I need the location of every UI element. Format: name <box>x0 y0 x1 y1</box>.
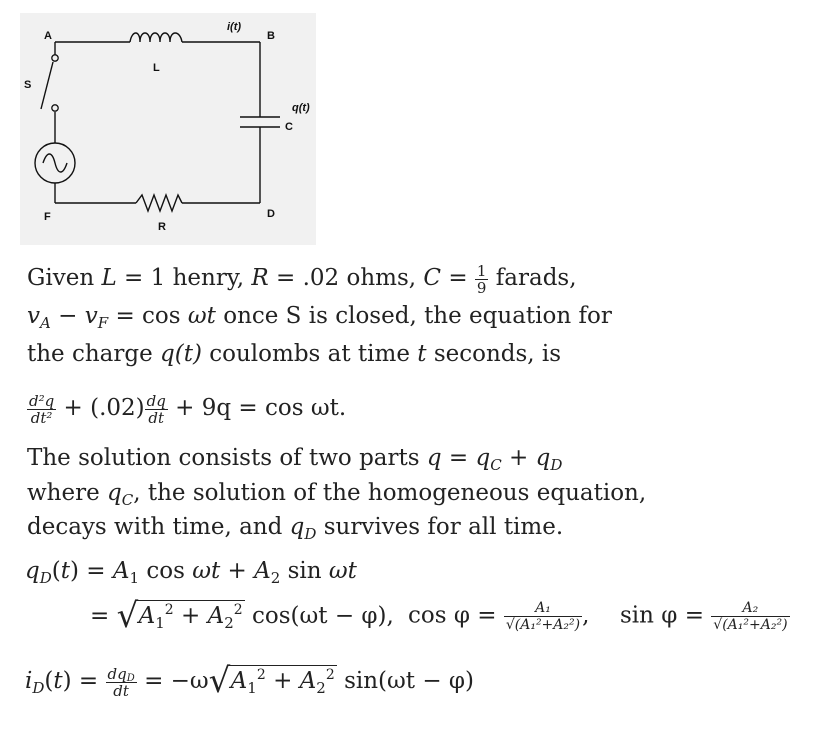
text-line-6 <box>27 475 646 511</box>
fraction-sin-phi <box>711 600 789 633</box>
text-line-7 <box>27 509 563 545</box>
math-q-t: q(t) <box>160 341 202 367</box>
math-qD-inline: $q_D$ <box>289 514 317 543</box>
cos-phi-definition: cos φ = $\frac{\text{A₁}}{\text{√(A₁²+A₂²)}}$ , <box>408 600 590 633</box>
switch-terminal-lower <box>52 105 58 111</box>
frac-A2: A₂ <box>711 600 789 617</box>
sin-phi-label: sin φ = <box>620 602 704 629</box>
fraction-d2q-dt2 <box>27 393 56 426</box>
ode-equation <box>27 390 346 426</box>
text-survives: survives for all time. <box>316 514 564 540</box>
label-R: R <box>158 221 166 233</box>
text-seconds: seconds, is <box>426 341 562 367</box>
label-C: C <box>285 121 293 133</box>
frac-dqD: $dq_D$ <box>107 664 135 684</box>
frac-dt-2: dt <box>113 681 129 700</box>
math-q-split: q <box>426 445 442 471</box>
frac-dt: dt <box>148 408 165 427</box>
circuit-diagram <box>20 13 316 245</box>
fraction-cos-phi <box>504 600 582 633</box>
label-L: L <box>153 62 160 74</box>
text-solution-parts: The solution consists of two parts <box>27 445 427 471</box>
frac-sqrt-den-2: √(A₁²+A₂²) <box>713 617 788 633</box>
math-t: t <box>417 341 427 367</box>
math-qC: $q_C$ <box>475 445 502 474</box>
text-coulombs: coulombs at time <box>201 341 418 367</box>
math-cos-wt: = cos ωt <box>108 303 216 329</box>
math-plus: + <box>501 445 536 471</box>
text-line-3 <box>27 336 561 372</box>
text-given: Given <box>27 265 102 291</box>
text-ohms: = .02 ohms, <box>268 265 424 291</box>
label-current: i(t) <box>227 21 242 33</box>
ode-damping: + (.02) <box>56 395 145 421</box>
label-B: B <box>267 30 275 42</box>
text-decays: decays with time, and <box>27 514 290 540</box>
fraction-dqD-dt <box>106 666 137 699</box>
math-R: R <box>251 265 269 291</box>
switch-terminal-upper <box>52 55 58 61</box>
text-line-5 <box>27 440 562 476</box>
iD-equation: $i_D(t)$ = $\frac{dq_D}{dt}$ = −ω √ $A_1^2 + A_2^2$ sin(ωt − φ) <box>25 661 474 701</box>
sine-icon <box>43 154 67 172</box>
text-once-closed: once S is closed, the equation for <box>215 303 612 329</box>
text-line-1 <box>27 260 577 296</box>
inductor-symbol <box>130 33 182 42</box>
ode-rhs: + 9q = cos ωt. <box>167 395 347 421</box>
sqrt-amplitude-2: √ $A_1^2 + A_2^2$ <box>208 661 335 701</box>
frac-den: 9 <box>476 278 487 297</box>
label-S: S <box>24 79 32 91</box>
iD-neg-omega: = −ω <box>144 668 209 694</box>
label-charge: q(t) <box>292 102 310 114</box>
phase-cos: cos(ωt − φ), <box>252 603 394 629</box>
frac-d2q: d²q <box>29 391 55 410</box>
label-F: F <box>44 211 51 223</box>
frac-num: 1 <box>476 261 487 280</box>
resistor-symbol <box>136 195 182 211</box>
math-voltage-diff: $v_A - v_F$ <box>27 303 109 332</box>
math-qD: $q_D$ <box>535 445 563 474</box>
math-qC-inline: $q_C$ <box>107 480 134 509</box>
label-A: A <box>44 30 52 42</box>
qD-equation-line2: = √ $A_1^2 + A_2^2$ cos(ωt − φ), <box>90 596 394 636</box>
qD-equation-line1: $q_D(t) = A_1$ $\cos \omega t + A_2$ sin ωt <box>25 558 357 587</box>
fraction-one-ninth <box>475 263 489 296</box>
fraction-dq-dt <box>145 393 168 426</box>
frac-dt2: dt² <box>30 408 53 427</box>
frac-dq: dq <box>146 391 166 410</box>
sqrt-amplitude: √ $A_1^2 + A_2^2$ <box>116 596 243 636</box>
sin-phi-definition <box>620 600 790 633</box>
switch-blade <box>41 62 53 109</box>
circuit-svg <box>20 13 316 245</box>
text-henry: = 1 henry, <box>116 265 252 291</box>
math-eq: = <box>441 445 476 471</box>
frac-A1: A₁ <box>504 600 582 617</box>
text-farads: farads, <box>488 265 577 291</box>
text-where: where <box>27 480 108 506</box>
math-C: C <box>423 265 442 291</box>
text-line-2 <box>27 298 612 334</box>
frac-sqrt-den-1: √(A₁²+A₂²) <box>505 617 581 633</box>
iD-sin-phase: sin(ωt − φ) <box>344 668 474 694</box>
label-D: D <box>267 208 275 220</box>
text-the-charge: the charge <box>27 341 161 367</box>
math-L: L <box>101 265 117 291</box>
text-equals: = <box>441 265 475 291</box>
text-homogeneous: , the solution of the homogeneous equation, <box>133 480 647 506</box>
cos-phi-label: cos φ = <box>408 602 497 629</box>
